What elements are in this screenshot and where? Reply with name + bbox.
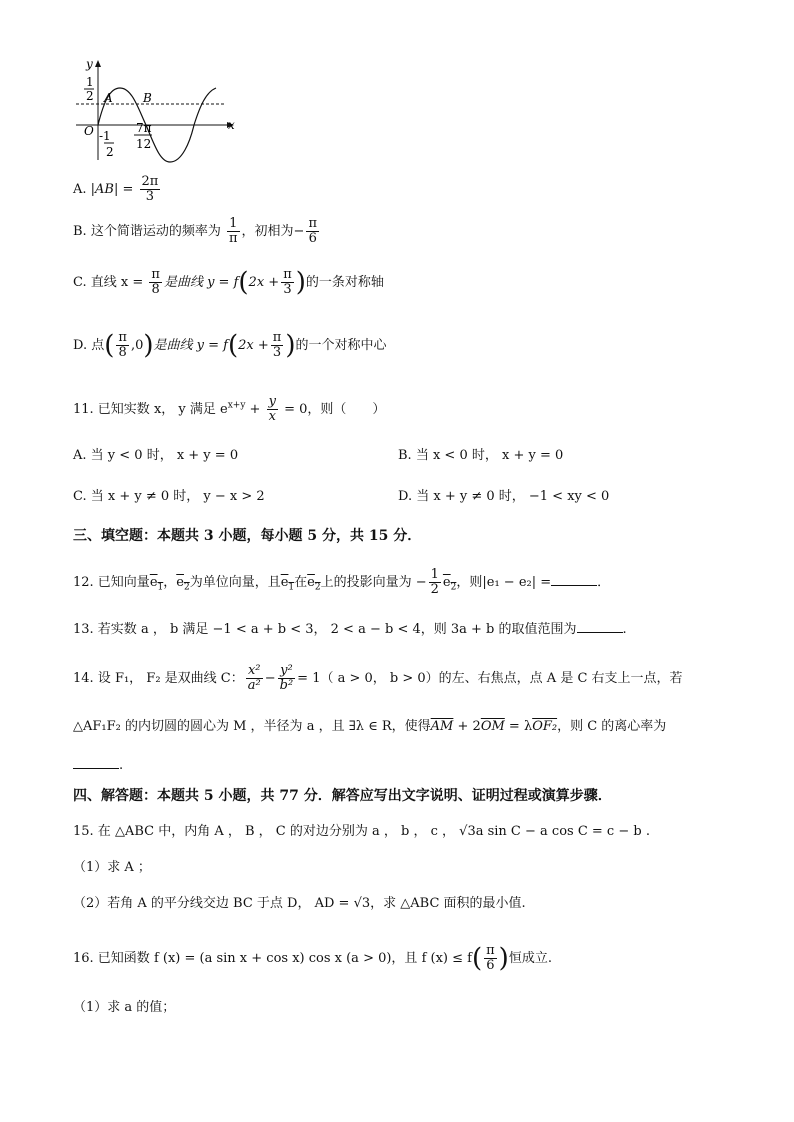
paren-open: (	[238, 267, 249, 298]
q12-text: 为单位向量，且	[189, 575, 281, 590]
point-b-label: B	[143, 91, 152, 105]
num: π	[151, 267, 160, 282]
num: π	[272, 330, 282, 345]
exponent: x+y	[227, 400, 246, 411]
num: π	[486, 943, 495, 958]
q16-part1: （1）求 a 的值；	[73, 1000, 176, 1015]
option-text: 的一条对称轴	[305, 275, 384, 290]
den: b²	[279, 678, 294, 693]
vector-of2: OF₂	[532, 719, 558, 734]
vector-e2	[176, 575, 190, 593]
y-axis-arrow	[95, 60, 101, 67]
half-den: 2	[86, 89, 94, 103]
q12-text: 上的投影向量为 −	[320, 575, 427, 590]
num: y	[268, 394, 276, 409]
den: a²	[247, 678, 261, 693]
num: x²	[246, 664, 263, 679]
q16-stem	[73, 944, 552, 973]
den: 8	[151, 282, 160, 297]
option-label: C.	[73, 275, 91, 290]
num: 1	[430, 567, 439, 582]
vector-e2: $e_2$	[307, 575, 321, 593]
num: y²	[278, 664, 296, 679]
q11-stem	[73, 395, 385, 424]
vec-sub: 2	[183, 582, 190, 593]
vector-e2: $e_2$	[442, 575, 457, 593]
q12-text: ，则	[456, 575, 483, 590]
q16-text: 16. 已知函数 f (x) = (a sin x + cos x) cos x (a > 0)，且 f (x) ≤ f	[73, 951, 472, 966]
option-text: 这个简谐运动的频率为	[90, 224, 221, 239]
half-num: 1	[86, 75, 94, 89]
den: π	[228, 231, 238, 246]
tick-den: 12	[136, 137, 152, 151]
q15-part2: （2）若角 A 的平分线交边 BC 于点 D， AD = √3，求 △ABC 面积的最小值.	[73, 896, 526, 911]
q14-line1	[73, 664, 683, 693]
fraction	[484, 944, 497, 973]
q14-text: △AF₁F₂ 的内切圆的圆心为 M ，半径为 a ，且 ∃λ ∈ R，使得	[73, 719, 431, 734]
stem-text: = 0，则（ ）	[279, 402, 386, 417]
fraction	[281, 268, 294, 297]
q12	[73, 568, 610, 598]
section-4-heading: 四、解答题：本题共 5 小题，共 77 分．解答应写出文字说明、证明过程或演算步骤．	[73, 788, 612, 804]
q11-option-c: C. 当 x + y ≠ 0 时， y − x > 2	[73, 489, 265, 504]
q10-option-a	[73, 175, 162, 204]
option-text: ，初相为−	[241, 224, 305, 239]
option-text: 点	[91, 338, 105, 353]
section-3-heading: 三、填空题：本题共 3 小题，每小题 5 分，共 15 分．	[73, 528, 422, 544]
paren-open: (	[227, 330, 239, 361]
fraction	[267, 395, 278, 424]
q14-text: + 2	[453, 719, 481, 734]
fraction	[140, 175, 161, 204]
fraction	[227, 217, 240, 246]
option-text: 2x +	[248, 275, 280, 290]
vector-e1	[149, 575, 164, 593]
fraction	[271, 331, 284, 360]
fraction	[246, 664, 263, 693]
q12-abs: |e₁ − e₂|	[482, 575, 537, 590]
q10-option-b	[73, 217, 321, 246]
paren-close: )	[498, 943, 509, 974]
den: 2	[430, 582, 439, 597]
q12-text: 在	[294, 575, 308, 590]
q14-text: −	[264, 671, 276, 686]
q15-stem: 15. 在 △ABC 中，内角 A ， B ， C 的对边分别为 a ， b ， c ， √3a sin C − a cos C = c − b .	[73, 824, 650, 839]
den: 3	[272, 345, 282, 360]
origin-label: O	[84, 124, 94, 138]
q14-text: .	[119, 758, 124, 773]
neg-half-num: -1	[99, 129, 111, 143]
paren-close: )	[285, 330, 296, 361]
q12-text: 12. 已知向量	[73, 575, 150, 590]
function-graph	[66, 56, 242, 164]
q16-text: 恒成立.	[508, 951, 552, 966]
q14-text: ，则 C 的离心率为	[557, 719, 667, 734]
q11-option-d: D. 当 x + y ≠ 0 时， −1 < xy < 0	[398, 489, 610, 504]
den: x	[268, 409, 276, 424]
q11-option-a: A. 当 y < 0 时， x + y = 0	[73, 448, 239, 463]
option-label: A.	[73, 182, 91, 197]
option-text: 是曲线 y = f	[153, 338, 228, 353]
answer-blank[interactable]	[577, 620, 623, 633]
den: 8	[118, 345, 127, 360]
option-text: ,0	[130, 338, 144, 353]
q12-text: =	[536, 575, 552, 590]
vector-om: $\overline{OM}$	[480, 719, 505, 734]
den: 3	[283, 282, 292, 297]
option-label: B.	[73, 224, 91, 239]
option-text: 是曲线 y = f	[163, 275, 239, 290]
q14-line3	[73, 756, 123, 776]
q13	[73, 620, 627, 640]
vector-am: $\overline{AM}$	[430, 719, 454, 734]
option-text: 的一个对称中心	[295, 338, 387, 353]
fraction	[429, 568, 441, 597]
vec-letter: e	[149, 575, 158, 590]
option-text: 直线 x =	[90, 275, 144, 290]
q14-text: 14. 设 F₁， F₂ 是双曲线 C：	[73, 671, 244, 686]
paren-open: (	[471, 943, 483, 974]
y-axis-label: y	[86, 57, 93, 71]
num: π	[118, 330, 127, 345]
fraction	[116, 331, 129, 360]
paren-close: )	[143, 330, 154, 361]
paren-close: )	[295, 267, 306, 298]
q10-option-d	[73, 331, 386, 360]
q14-text: = 1（ a > 0， b > 0）的左、右焦点，点 A 是 C 右支上一点，若	[297, 671, 683, 686]
option-text: 2x +	[238, 338, 269, 353]
vec-letter: e	[176, 575, 184, 590]
paren-open: (	[104, 330, 115, 361]
answer-blank[interactable]	[551, 573, 597, 586]
q14-line2	[73, 717, 666, 737]
option-text: |AB| =	[90, 182, 134, 197]
den: 3	[145, 189, 155, 204]
tick-num: 7π	[136, 121, 152, 135]
q11-option-b: B. 当 x < 0 时， x + y = 0	[398, 448, 564, 463]
num: π	[308, 216, 317, 231]
fraction	[306, 217, 319, 246]
x-axis-label: x	[228, 118, 235, 132]
q12-text: ，	[163, 575, 177, 590]
vec-sub: 1	[157, 582, 164, 593]
point-a-label: A	[104, 91, 113, 105]
q14-text: = λ	[504, 719, 533, 734]
answer-blank[interactable]	[73, 756, 119, 769]
neg-half-den: 2	[106, 145, 114, 159]
fraction	[278, 664, 296, 693]
fraction	[149, 268, 162, 297]
option-label: D.	[73, 338, 92, 353]
stem-text: +	[245, 402, 261, 417]
num: 1	[227, 217, 240, 232]
den: 6	[308, 231, 317, 246]
den: 6	[486, 958, 495, 973]
q15-part1: （1）求 A ；	[73, 860, 151, 875]
num: π	[283, 267, 292, 282]
q13-text: .	[622, 622, 627, 637]
stem-text: 11. 已知实数 x， y 满足 e	[73, 402, 228, 417]
q10-option-c	[73, 268, 384, 297]
num: 2π	[141, 174, 159, 189]
q13-text: 13. 若实数 a ， b 满足 −1 < a + b < 3， 2 < a − b < 4，则 3a + b 的取值范围为	[73, 622, 577, 637]
vector-e1: $e_1$	[280, 575, 295, 593]
q12-text: ．	[597, 575, 611, 590]
